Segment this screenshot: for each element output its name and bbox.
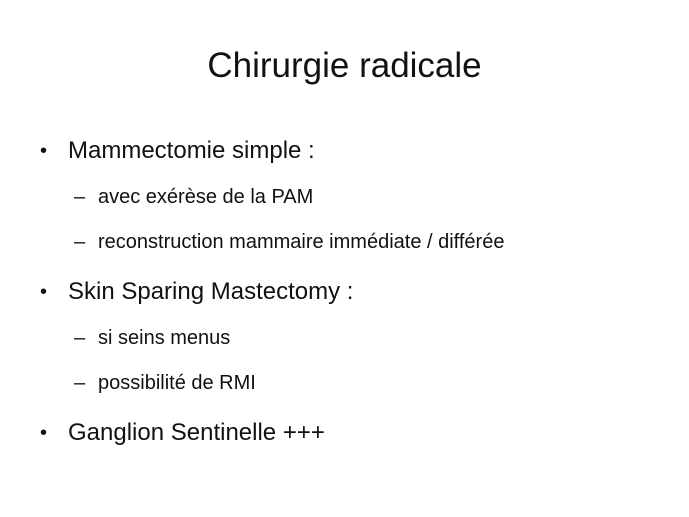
bullet-text: Mammectomie simple : (68, 137, 315, 164)
dash-icon: – (74, 372, 86, 394)
bullet-item-ganglion (40, 418, 325, 448)
dash-icon: – (74, 327, 86, 349)
bullet-text: Ganglion Sentinelle +++ (68, 419, 325, 446)
sub-item-reconstruction (74, 229, 504, 255)
dash-icon: – (74, 231, 86, 253)
bullet-icon: • (40, 140, 48, 162)
sub-item-rmi (74, 370, 256, 396)
sub-item-seins-menus (74, 325, 230, 351)
slide-title: Chirurgie radicale (207, 46, 482, 85)
sub-item-text: si seins menus (98, 327, 231, 349)
sub-item-text: possibilité de RMI (98, 372, 256, 394)
sub-item-exerese (74, 184, 313, 210)
sub-item-text: avec exérèse de la PAM (98, 186, 314, 208)
bullet-text: Skin Sparing Mastectomy : (68, 278, 354, 305)
dash-icon: – (74, 186, 86, 208)
bullet-icon: • (40, 281, 48, 303)
bullet-item-skin-sparing (40, 277, 353, 307)
bullet-icon: • (40, 422, 48, 444)
bullet-item-mammectomie (40, 136, 315, 166)
sub-item-text: reconstruction mammaire immédiate / différée (98, 231, 505, 253)
